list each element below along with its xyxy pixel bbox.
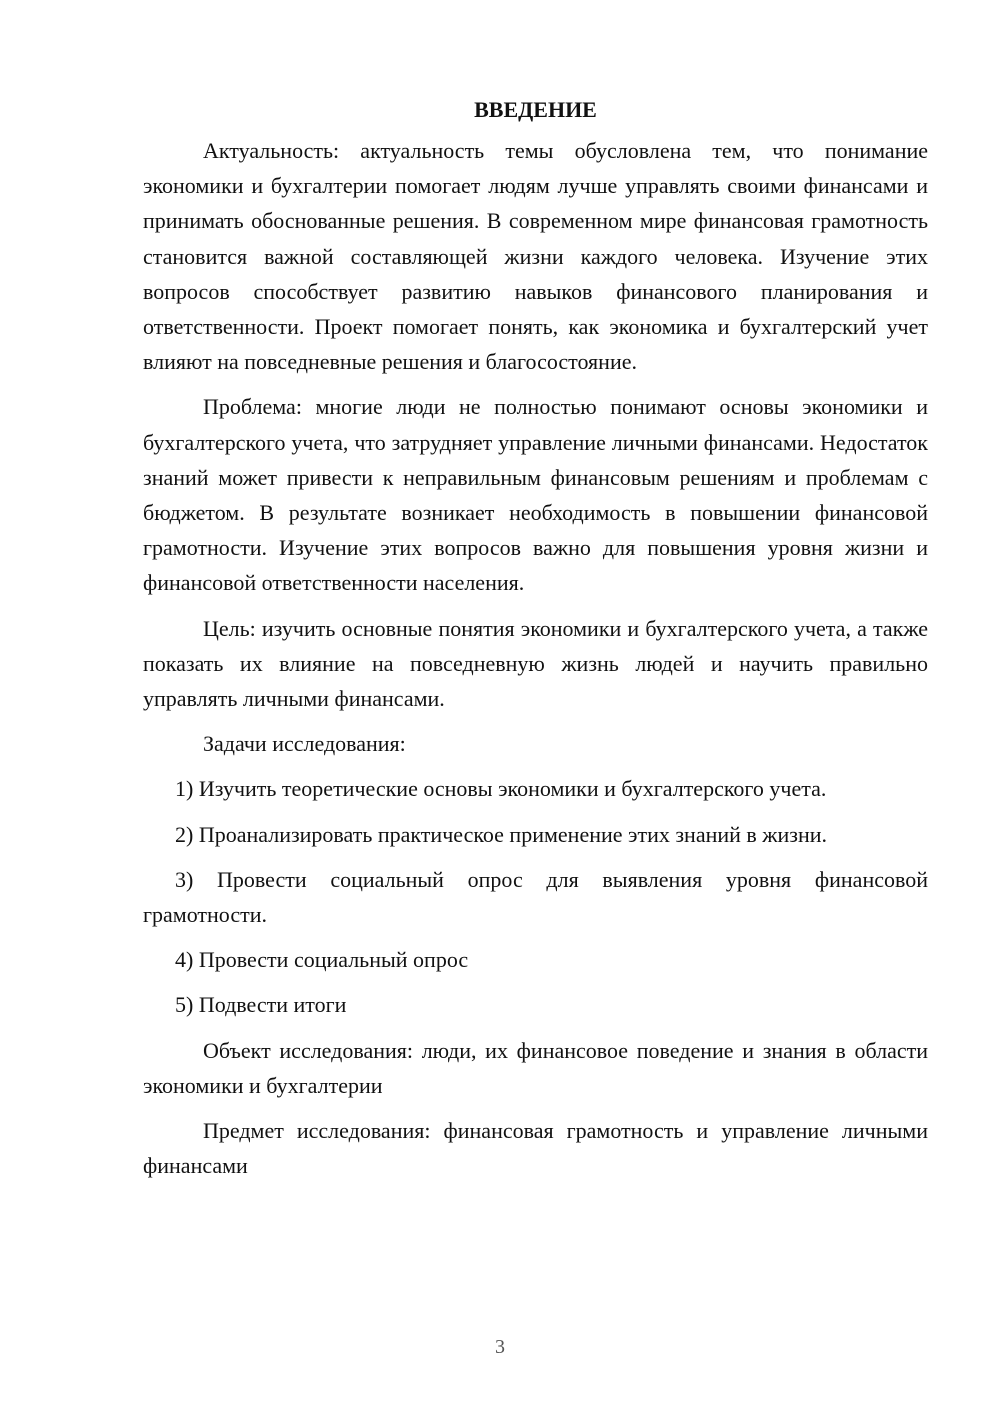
list-item: 1) Изучить теоретические основы экономики и бухгалтерского учета. bbox=[175, 776, 827, 802]
tasks-list bbox=[143, 771, 928, 1022]
list-item: 4) Провести социальный опрос bbox=[175, 947, 469, 973]
tasks-heading: Задачи исследования: bbox=[203, 731, 406, 757]
paragraph-subject: Предмет исследования: финансовая грамотность и управление личными финансами bbox=[143, 1118, 928, 1179]
paragraph-relevance: Актуальность: актуальность темы обусловлена тем, что понимание экономики и бухгалтерии помогает людям лучше управлять своими финансами и принимать обоснованные решения. В современном мире финансовая грамотность становится важной составляющей жизни каждого человека. Изучение этих вопросов способствует развитию навыков финансового планирования и ответственности. Проект помогает понять, как экономика и бухгалтерский учет влияют на повседневные решения и благосостояние. bbox=[143, 138, 928, 375]
paragraph-problem: Проблема: многие люди не полностью понимают основы экономики и бухгалтерского учета, что затрудняет управление личными финансами. Недостаток знаний может привести к неправильным финансовым решениям и проблемам с бюджетом. В результате возникает необходимость в повышении финансовой грамотности. Изучение этих вопросов важно для повышения уровня жизни и финансовой ответственности населения. bbox=[143, 394, 928, 596]
list-item: 5) Подвести итоги bbox=[175, 992, 347, 1018]
section-title: ВВЕДЕНИЕ bbox=[474, 97, 597, 122]
list-item: 3) Провести социальный опрос для выявления уровня финансовой грамотности. bbox=[143, 866, 928, 928]
document-page bbox=[143, 92, 928, 1193]
page-number: 3 bbox=[495, 1336, 505, 1358]
paragraph-object: Объект исследования: люди, их финансовое поведение и знания в области экономики и бухгалтерии bbox=[143, 1037, 928, 1098]
list-item: 2) Проанализировать практическое применение этих знаний в жизни. bbox=[175, 821, 827, 847]
paragraph-goal: Цель: изучить основные понятия экономики и бухгалтерского учета, а также показать их влияние на повседневную жизнь людей и научить правильно управлять личными финансами. bbox=[143, 615, 928, 712]
